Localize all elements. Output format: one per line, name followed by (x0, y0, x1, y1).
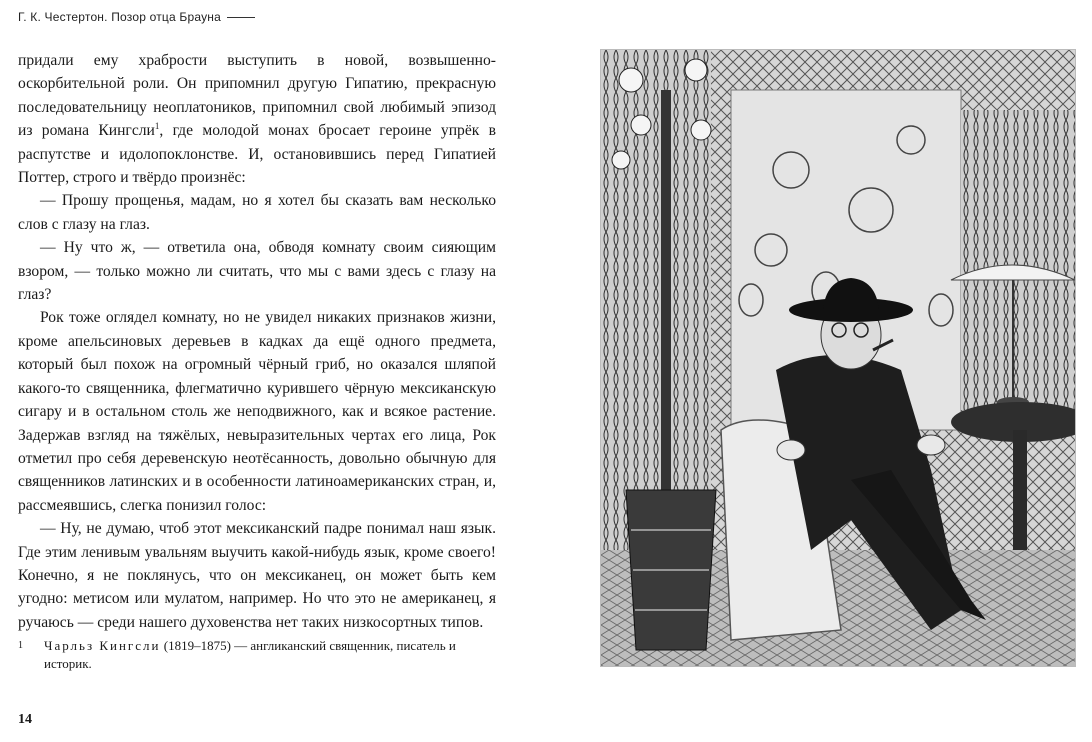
paragraph-3: — Ну что ж, — ответила она, обводя комнату своим сияющим взором, — только можно ли считать, что мы с вами здесь с глазу на глаз? (18, 239, 496, 304)
footnote-text: (1819–1875) — англиканский священник, писатель и историк. (44, 638, 456, 671)
paragraph-1-tail: , где молодой монах бросает героине упрёк в распутстве и идолопоклонстве. И, остановившись перед Гипатией Поттер, строго и твёрдо произнёс: (18, 122, 496, 187)
paragraph-4: Рок тоже оглядел комнату, но не увидел никаких признаков жизни, кроме апельсиновых деревьев в кадках да ещё одного предмета, который был похож на огромный чёрный гриб, но оказался шляпой какого-то священника, флегматично курившего чёрную мексиканскую сигару и в остальном столь же неподвижного, как и всякое растение. Задержав взгляд на тяжёлых, невыразительных чертах его лица, Рок отметил про себя деревенскую неотёсанность, довольно обычную для священников латинских и в особенности латиноамериканских стран, и, рассмеявшись, слегка понизил голос: (18, 309, 496, 514)
illustration-priest-with-cigar (600, 49, 1076, 667)
paragraph-1 (18, 49, 496, 189)
footnote-number: 1 (18, 640, 23, 651)
paragraph-5: — Ну, не думаю, чтоб этот мексиканский падре понимал наш язык. Где этим ленивым увальням выучить какой-нибудь язык, кроме своего! Конечно, я не поклянусь, что он мексиканец, он может быть кем угодно: метисом или мулатом, например. Но что это не американец, я ручаюсь — среди нашего духовенства нет таких низкосортных типов. (18, 520, 496, 631)
paragraph-2: — Прошу прощенья, мадам, но я хотел бы сказать вам несколько слов с глазу на глаз. (18, 192, 496, 233)
main-text (18, 49, 496, 634)
page-number: 14 (18, 712, 32, 727)
paragraph-1-text: придали ему храбрости выступить в новой, возвышенно-оскорбительной роли. Он припомнил другую Гипатию, прекрасную последовательницу неоплатоников, припомнил свой любимый эпизод из романа Кингсли (18, 52, 496, 140)
running-head-rule (227, 17, 255, 18)
footnote-name: Чарльз Кингсли (44, 638, 161, 653)
footnote-body (44, 637, 496, 673)
footnote (18, 637, 496, 673)
running-head (18, 10, 255, 24)
footnote-reference[interactable]: 1 (154, 121, 160, 132)
running-head-text: Г. К. Честертон. Позор отца Брауна (18, 10, 221, 24)
